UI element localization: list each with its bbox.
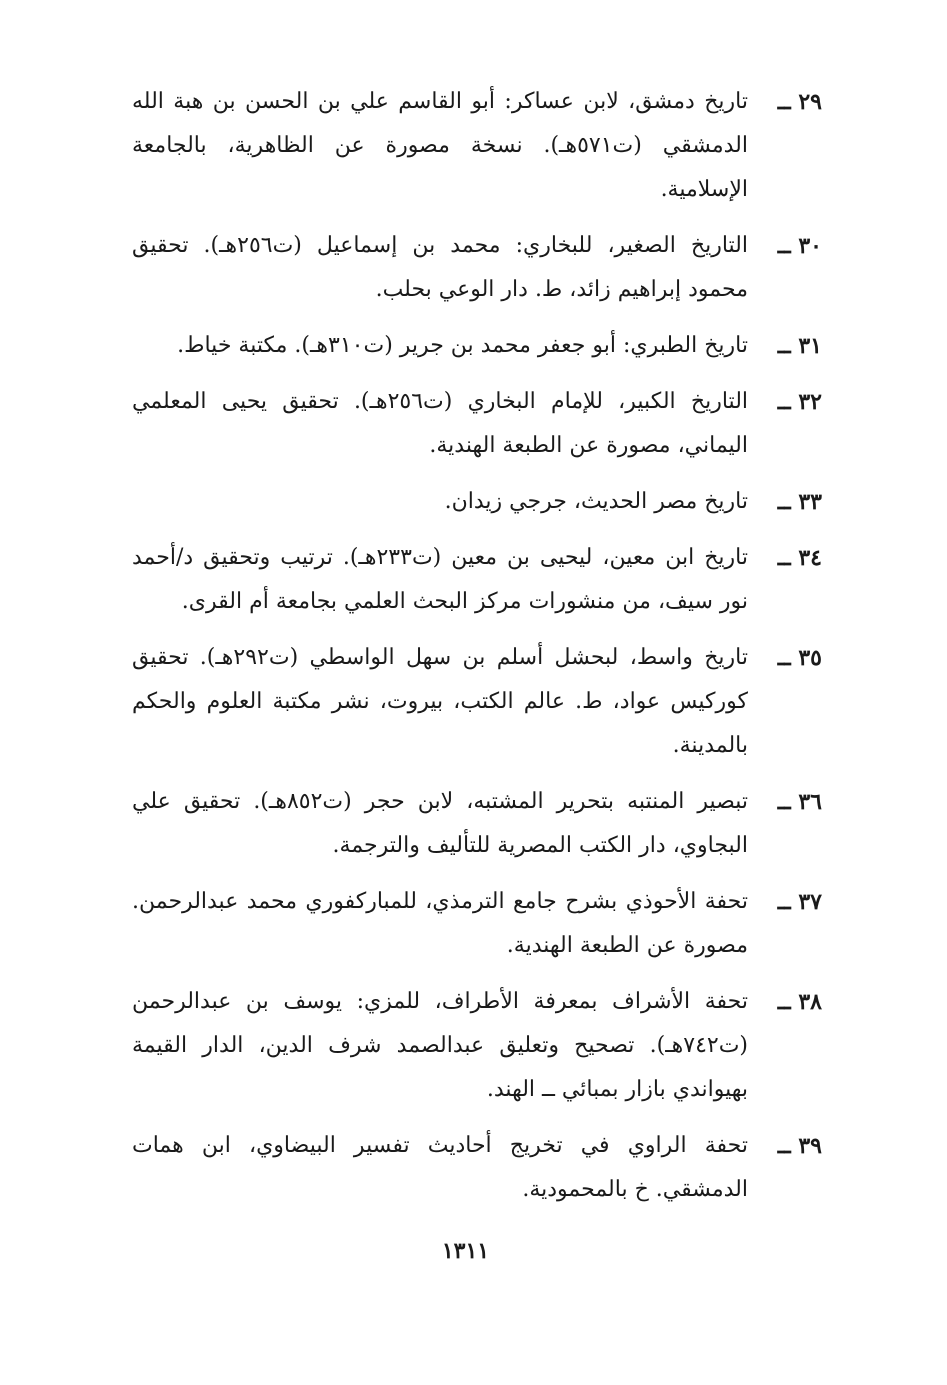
bibliography-entry bbox=[132, 636, 822, 768]
entry-number: ٢٩ ــ bbox=[777, 89, 822, 115]
bibliography-entry bbox=[132, 80, 822, 212]
entry-number: ٣٩ ــ bbox=[777, 1133, 822, 1159]
entry-text: تاريخ دمشق، لابن عساكر: أبو القاسم علي بن الحسن بن هبة الله الدمشقي (ت٥٧١هـ). نسخة مصورة عن الظاهرية، بالجامعة الإسلامية. bbox=[132, 89, 748, 202]
entry-text: تاريخ مصر الحديث، جرجي زيدان. bbox=[444, 489, 748, 514]
entry-text: تحفة الأشراف بمعرفة الأطراف، للمزي: يوسف بن عبدالرحمن (ت٧٤٢هـ). تصحيح وتعليق عبدالصمد شرف الدين، الدار القيمة بهيواندي بازار بمبائي ــ الهند. bbox=[132, 989, 748, 1102]
entry-text: تحفة الأحوذي بشرح جامع الترمذي، للمباركفوري محمد عبدالرحمن. مصورة عن الطبعة الهندية. bbox=[132, 889, 748, 958]
bibliography-list bbox=[132, 80, 822, 1224]
entry-text: تاريخ الطبري: أبو جعفر محمد بن جرير (ت٣١٠هـ). مكتبة خياط. bbox=[177, 333, 748, 358]
entry-text: التاريخ الكبير، للإمام البخاري (ت٢٥٦هـ). تحقيق يحيى المعلمي اليماني، مصورة عن الطبعة الهندية. bbox=[132, 389, 749, 458]
entry-number: ٣٧ ــ bbox=[777, 889, 822, 915]
entry-text: تاريخ ابن معين، ليحيى بن معين (ت٢٣٣هـ). ترتيب وتحقيق د/أحمد نور سيف، من منشورات مركز البحث العلمي بجامعة أم القرى. bbox=[132, 545, 748, 614]
entry-number: ٣٢ ــ bbox=[777, 389, 822, 415]
bibliography-entry bbox=[132, 480, 822, 524]
bibliography-entry bbox=[132, 980, 822, 1112]
entry-number: ٣٥ ــ bbox=[777, 645, 822, 671]
entry-number: ٣٤ ــ bbox=[777, 545, 822, 571]
bibliography-entry bbox=[132, 324, 822, 368]
bibliography-entry bbox=[132, 224, 822, 312]
page-number: ١٣١١ bbox=[441, 1238, 490, 1264]
entry-number: ٣٦ ــ bbox=[777, 789, 822, 815]
entry-number: ٣١ ــ bbox=[777, 333, 822, 359]
entry-number: ٣٠ ــ bbox=[777, 233, 822, 259]
entry-number: ٣٨ ــ bbox=[777, 989, 822, 1015]
bibliography-entry bbox=[132, 880, 822, 968]
bibliography-entry bbox=[132, 1124, 822, 1212]
entry-number: ٣٣ ــ bbox=[777, 489, 822, 515]
bibliography-entry bbox=[132, 780, 822, 868]
bibliography-entry bbox=[132, 536, 822, 624]
entry-text: تحفة الراوي في تخريج أحاديث تفسير البيضاوي، ابن همات الدمشقي. خ بالمحمودية. bbox=[132, 1133, 748, 1202]
entry-text: تاريخ واسط، لبحشل أسلم بن سهل الواسطي (ت٢٩٢هـ). تحقيق كوركيس عواد، ط. عالم الكتب، بيروت، نشر مكتبة العلوم والحكم بالمدينة. bbox=[132, 645, 748, 758]
bibliography-entry bbox=[132, 380, 822, 468]
entry-text: التاريخ الصغير، للبخاري: محمد بن إسماعيل (ت٢٥٦هـ). تحقيق محمود إبراهيم زائد، ط. دار الوعي بحلب. bbox=[132, 233, 748, 302]
entry-text: تبصير المنتبه بتحرير المشتبه، لابن حجر (ت٨٥٢هـ). تحقيق علي البجاوي، دار الكتب المصرية للتأليف والترجمة. bbox=[132, 789, 749, 858]
